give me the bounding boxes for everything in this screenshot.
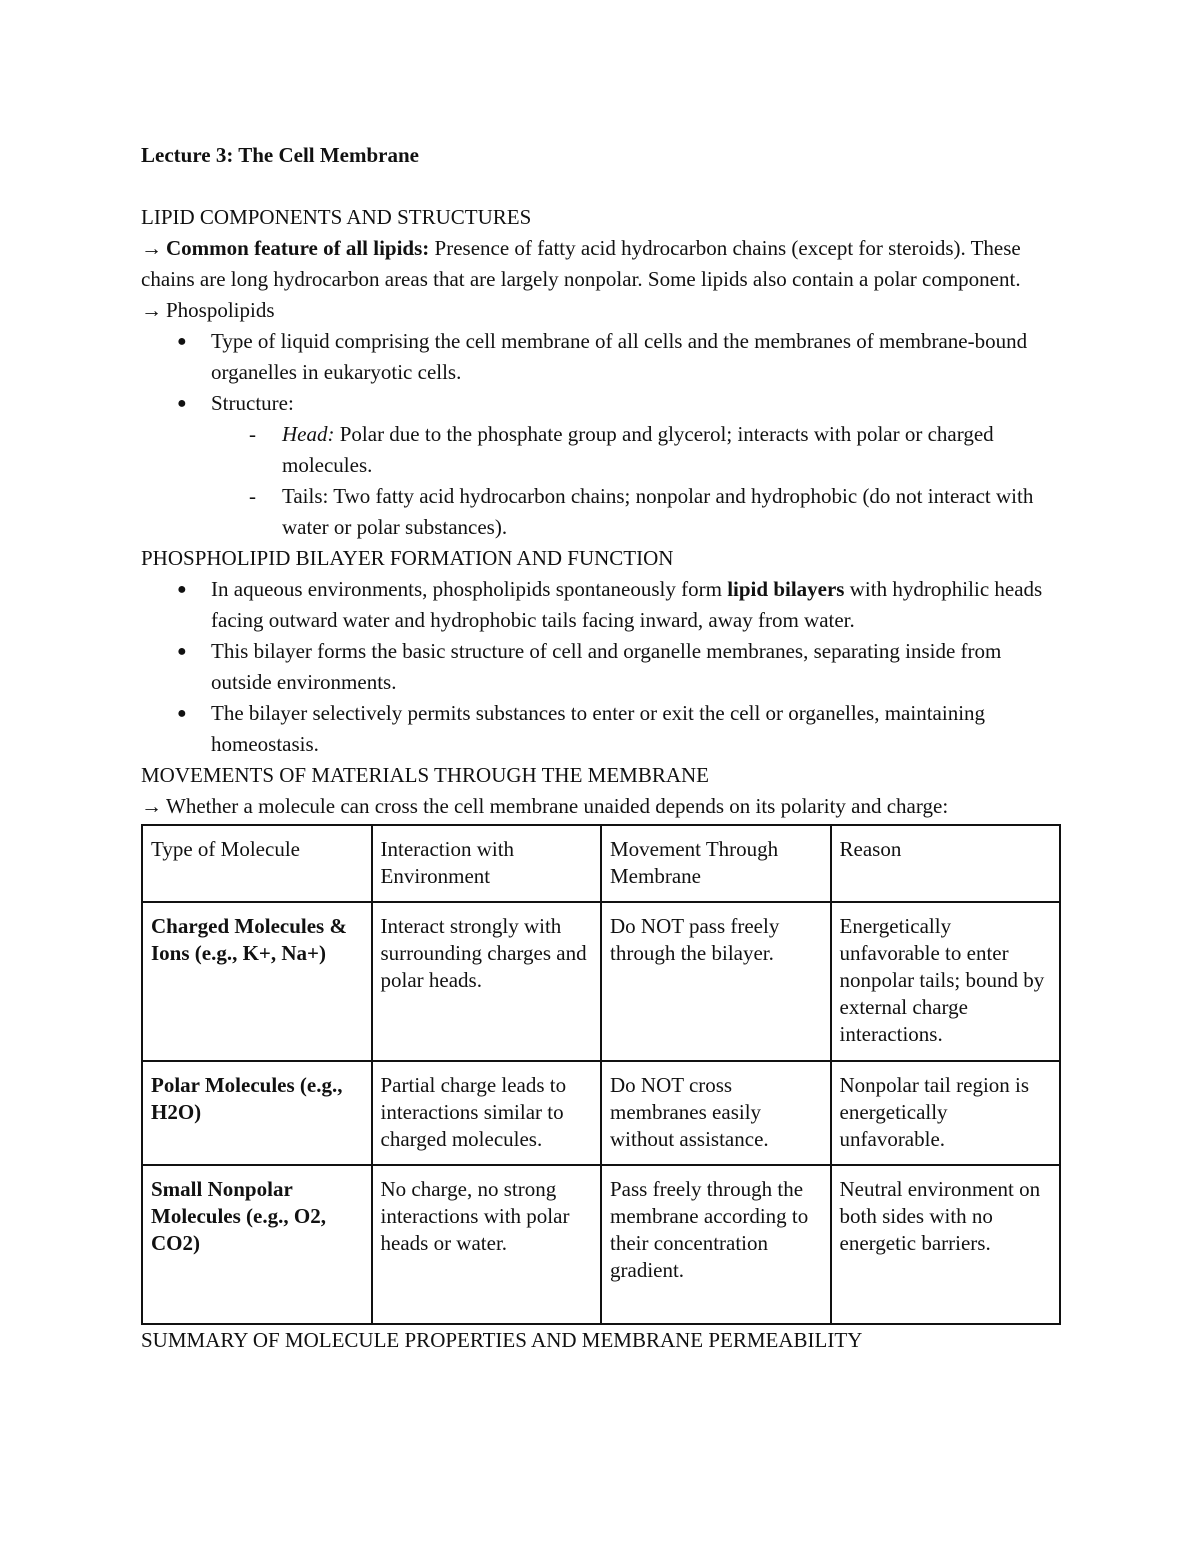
dash-icon: - <box>249 422 256 446</box>
common-feature-label: Common feature of all lipids: <box>166 236 430 260</box>
table-cell: Energetically unfavorable to enter nonpolar tails; bound by external charge interactions. <box>831 902 1061 1061</box>
lipid-bilayers-term: lipid bilayers <box>727 577 845 601</box>
list-item <box>141 636 1061 698</box>
bullet-icon: ● <box>177 581 187 598</box>
common-feature-paragraph <box>141 233 1061 295</box>
list-item <box>141 698 1061 760</box>
table-header-cell: Interaction with Environment <box>372 825 602 902</box>
list-item-text: In aqueous environments, phospholipids spontaneously form <box>211 577 728 601</box>
table-cell: Pass freely through the membrane according to their concentration gradient. <box>601 1165 831 1324</box>
table-cell: Nonpolar tail region is energetically unfavorable. <box>831 1061 1061 1165</box>
section-heading-lipids: LIPID COMPONENTS AND STRUCTURES <box>141 205 532 229</box>
table-cell: Do NOT pass freely through the bilayer. <box>601 902 831 1061</box>
table-row <box>142 902 1060 1061</box>
page-title: Lecture 3: The Cell Membrane <box>141 143 419 167</box>
tails-text: Tails: Two fatty acid hydrocarbon chains; nonpolar and hydrophobic (do not interact with water or polar substances). <box>282 484 1034 539</box>
movement-intro <box>141 791 1061 822</box>
bullet-icon: ● <box>177 333 187 350</box>
arrow-icon: → <box>141 298 162 322</box>
section-heading-summary: SUMMARY OF MOLECULE PROPERTIES AND MEMBRANE PERMEABILITY <box>141 1328 863 1352</box>
table-cell: Partial charge leads to interactions similar to charged molecules. <box>372 1061 602 1165</box>
table-header-cell: Movement Through Membrane <box>601 825 831 902</box>
table-cell: Interact strongly with surrounding charges and polar heads. <box>372 902 602 1061</box>
table-header-row <box>142 825 1060 902</box>
section-heading-movements: MOVEMENTS OF MATERIALS THROUGH THE MEMBRANE <box>141 763 710 787</box>
list-item <box>141 326 1061 388</box>
list-item <box>141 388 1061 419</box>
phospholipids-label: Phospolipids <box>166 298 275 322</box>
table-header-cell: Reason <box>831 825 1061 902</box>
section-heading-bilayer: PHOSPHOLIPID BILAYER FORMATION AND FUNCTION <box>141 546 674 570</box>
table-cell: Do NOT cross membranes easily without assistance. <box>601 1061 831 1165</box>
document-page <box>141 140 1061 1356</box>
membrane-permeability-table <box>141 824 1061 1325</box>
table-row-header: Charged Molecules & Ions (e.g., K+, Na+) <box>142 902 372 1061</box>
list-item-text: with hydrophilic heads facing outward water and hydrophobic tails facing inward, away from water. <box>211 577 1043 632</box>
table-cell: No charge, no strong interactions with polar heads or water. <box>372 1165 602 1324</box>
table-cell: Neutral environment on both sides with no energetic barriers. <box>831 1165 1061 1324</box>
list-item-text: Structure: <box>211 391 294 415</box>
head-label: Head: <box>282 422 335 446</box>
structure-dash-list <box>141 419 1061 543</box>
bullet-icon: ● <box>177 705 187 722</box>
dash-icon: - <box>249 484 256 508</box>
arrow-icon: → <box>141 236 162 260</box>
bullet-icon: ● <box>177 643 187 660</box>
spacer <box>141 171 1061 202</box>
arrow-icon: → <box>141 794 162 818</box>
table-row <box>142 1061 1060 1165</box>
list-item <box>141 574 1061 636</box>
phospholipids-line <box>141 295 1061 326</box>
table-row <box>142 1165 1060 1324</box>
phospholipid-bullet-list <box>141 326 1061 419</box>
bullet-icon: ● <box>177 395 187 412</box>
head-text: Polar due to the phosphate group and glycerol; interacts with polar or charged molecules. <box>282 422 994 477</box>
list-item <box>141 481 1061 543</box>
table-header-cell: Type of Molecule <box>142 825 372 902</box>
movement-intro-text: Whether a molecule can cross the cell membrane unaided depends on its polarity and charge: <box>166 794 949 818</box>
list-item <box>141 419 1061 481</box>
table-row-header: Small Nonpolar Molecules (e.g., O2, CO2) <box>142 1165 372 1324</box>
list-item-text: Type of liquid comprising the cell membrane of all cells and the membranes of membrane-bound organelles in eukaryotic cells. <box>211 329 1028 384</box>
bilayer-bullet-list <box>141 574 1061 760</box>
list-item-text: The bilayer selectively permits substances to enter or exit the cell or organelles, maintaining homeostasis. <box>211 701 986 756</box>
table-row-header: Polar Molecules (e.g., H2O) <box>142 1061 372 1165</box>
common-feature-text: Presence of fatty acid hydrocarbon chains (except for steroids). These chains are long hydrocarbon areas that are largely nonpolar. Some lipids also contain a polar component. <box>141 236 1021 291</box>
list-item-text: This bilayer forms the basic structure of cell and organelle membranes, separating inside from outside environments. <box>211 639 1002 694</box>
